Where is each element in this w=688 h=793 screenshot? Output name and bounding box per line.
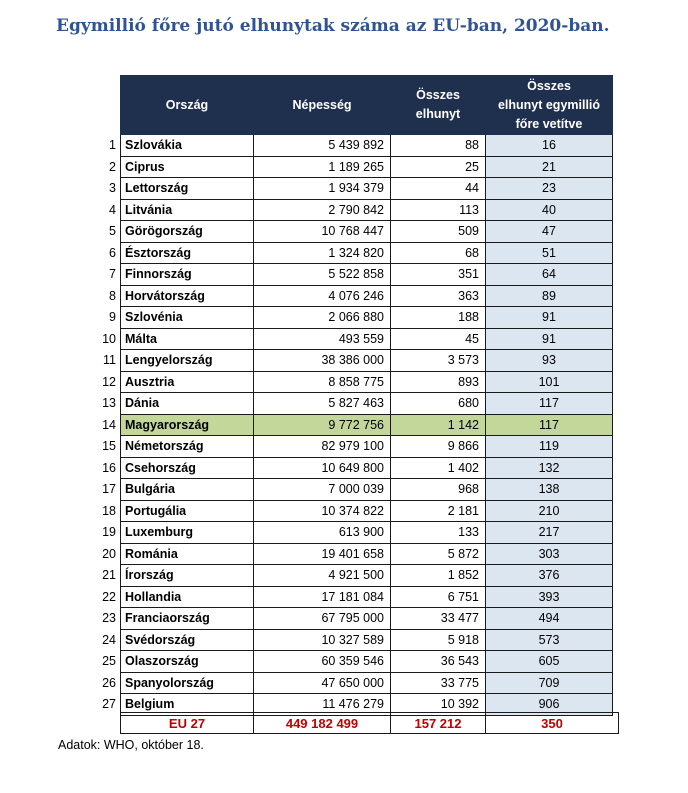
header-index (98, 76, 121, 135)
row-index: 6 (109, 245, 116, 260)
table-row (98, 414, 613, 436)
data-table (98, 75, 613, 716)
header-country: Ország (121, 76, 254, 135)
rate-cell: 40 (486, 199, 613, 221)
header-rate-line1: Összes (527, 78, 571, 93)
deaths-cell: 5 872 (391, 543, 486, 565)
population-cell: 10 649 800 (254, 457, 391, 479)
country-cell: Ausztria (121, 371, 254, 393)
deaths-cell: 45 (391, 328, 486, 350)
deaths-cell: 68 (391, 242, 486, 264)
deaths-cell: 363 (391, 285, 486, 307)
table-row (98, 651, 613, 673)
population-cell: 10 327 589 (254, 629, 391, 651)
rate-cell: 303 (486, 543, 613, 565)
row-index: 15 (102, 439, 116, 454)
country-cell: Írország (121, 565, 254, 587)
total-population: 449 182 499 (254, 713, 391, 734)
population-cell: 10 374 822 (254, 500, 391, 522)
rate-cell: 709 (486, 672, 613, 694)
country-cell: Románia (121, 543, 254, 565)
table-row (98, 608, 613, 630)
country-cell: Dánia (121, 393, 254, 415)
row-index: 20 (102, 546, 116, 561)
population-cell: 493 559 (254, 328, 391, 350)
rate-cell: 93 (486, 350, 613, 372)
deaths-cell: 9 866 (391, 436, 486, 458)
rate-cell: 494 (486, 608, 613, 630)
table-row (98, 436, 613, 458)
row-index: 8 (109, 288, 116, 303)
population-cell: 82 979 100 (254, 436, 391, 458)
rate-cell: 906 (486, 694, 613, 716)
population-cell: 613 900 (254, 522, 391, 544)
header-rate-line2: elhunyt egymillió (497, 97, 601, 112)
country-cell: Szlovénia (121, 307, 254, 329)
deaths-cell: 36 543 (391, 651, 486, 673)
table-row (98, 264, 613, 286)
row-index: 3 (109, 181, 116, 196)
deaths-cell: 113 (391, 199, 486, 221)
rate-cell: 210 (486, 500, 613, 522)
deaths-cell: 893 (391, 371, 486, 393)
table-row (98, 586, 613, 608)
table-row (98, 457, 613, 479)
country-cell: Belgium (121, 694, 254, 716)
country-cell: Franciaország (121, 608, 254, 630)
table-row (98, 393, 613, 415)
table-row (98, 328, 613, 350)
total-table (120, 712, 619, 734)
row-index: 22 (102, 589, 116, 604)
row-index: 12 (102, 374, 116, 389)
country-cell: Portugália (121, 500, 254, 522)
row-index: 2 (109, 159, 116, 174)
table-row (98, 672, 613, 694)
table-row (98, 350, 613, 372)
deaths-cell: 188 (391, 307, 486, 329)
country-cell: Málta (121, 328, 254, 350)
row-index: 10 (102, 331, 116, 346)
country-cell: Spanyolország (121, 672, 254, 694)
table-row (98, 543, 613, 565)
rate-cell: 23 (486, 178, 613, 200)
population-cell: 5 827 463 (254, 393, 391, 415)
row-index: 7 (109, 267, 116, 282)
table-row (98, 156, 613, 178)
table-row (98, 522, 613, 544)
table-row (98, 371, 613, 393)
population-cell: 1 189 265 (254, 156, 391, 178)
row-index: 16 (102, 460, 116, 475)
table-row (98, 285, 613, 307)
country-cell: Magyarország (121, 414, 254, 436)
deaths-cell: 1 852 (391, 565, 486, 587)
rate-cell: 16 (486, 135, 613, 157)
population-cell: 10 768 447 (254, 221, 391, 243)
table-row (98, 135, 613, 157)
header-deaths-line2: elhunyt (415, 107, 461, 121)
rate-cell: 376 (486, 565, 613, 587)
country-cell: Luxemburg (121, 522, 254, 544)
population-cell: 2 066 880 (254, 307, 391, 329)
country-cell: Görögország (121, 221, 254, 243)
row-index: 5 (109, 224, 116, 239)
row-index: 23 (102, 611, 116, 626)
rate-cell: 91 (486, 307, 613, 329)
rate-cell: 47 (486, 221, 613, 243)
rate-cell: 117 (486, 393, 613, 415)
table-row (98, 199, 613, 221)
deaths-cell: 968 (391, 479, 486, 501)
country-cell: Lettország (121, 178, 254, 200)
country-cell: Litvánia (121, 199, 254, 221)
country-cell: Ciprus (121, 156, 254, 178)
row-index: 27 (102, 697, 116, 712)
country-cell: Csehország (121, 457, 254, 479)
population-cell: 19 401 658 (254, 543, 391, 565)
deaths-cell: 33 775 (391, 672, 486, 694)
population-cell: 7 000 039 (254, 479, 391, 501)
row-index: 13 (102, 396, 116, 411)
deaths-cell: 680 (391, 393, 486, 415)
population-cell: 5 522 858 (254, 264, 391, 286)
deaths-cell: 509 (391, 221, 486, 243)
country-cell: Észtország (121, 242, 254, 264)
deaths-cell: 88 (391, 135, 486, 157)
country-cell: Németország (121, 436, 254, 458)
deaths-cell: 1 142 (391, 414, 486, 436)
country-cell: Hollandia (121, 586, 254, 608)
country-cell: Lengyelország (121, 350, 254, 372)
deaths-cell: 351 (391, 264, 486, 286)
deaths-cell: 25 (391, 156, 486, 178)
row-index: 18 (102, 503, 116, 518)
population-cell: 67 795 000 (254, 608, 391, 630)
deaths-cell: 10 392 (391, 694, 486, 716)
deaths-cell: 44 (391, 178, 486, 200)
population-cell: 11 476 279 (254, 694, 391, 716)
row-index: 19 (102, 525, 116, 540)
deaths-cell: 5 918 (391, 629, 486, 651)
total-row (121, 713, 619, 734)
table-body (98, 135, 613, 716)
row-index: 9 (109, 310, 116, 325)
population-cell: 1 324 820 (254, 242, 391, 264)
rate-cell: 91 (486, 328, 613, 350)
row-index: 14 (102, 417, 116, 432)
total-deaths: 157 212 (391, 713, 486, 734)
header-population: Népesség (254, 76, 391, 135)
rate-cell: 117 (486, 414, 613, 436)
row-index: 21 (102, 568, 116, 583)
country-cell: Szlovákia (121, 135, 254, 157)
country-cell: Svédország (121, 629, 254, 651)
row-index: 1 (109, 138, 116, 153)
country-cell: Finnország (121, 264, 254, 286)
population-cell: 5 439 892 (254, 135, 391, 157)
population-cell: 60 359 546 (254, 651, 391, 673)
population-cell: 47 650 000 (254, 672, 391, 694)
rate-cell: 101 (486, 371, 613, 393)
table-row (98, 242, 613, 264)
rate-cell: 217 (486, 522, 613, 544)
deaths-cell: 133 (391, 522, 486, 544)
rate-cell: 64 (486, 264, 613, 286)
row-index: 25 (102, 654, 116, 669)
rate-cell: 89 (486, 285, 613, 307)
deaths-cell: 3 573 (391, 350, 486, 372)
table-row (98, 479, 613, 501)
table-row (98, 178, 613, 200)
table-row (98, 500, 613, 522)
table-row (98, 629, 613, 651)
deaths-cell: 2 181 (391, 500, 486, 522)
table-row (98, 307, 613, 329)
page-title: Egymillió főre jutó elhunytak száma az EU-ban, 2020-ban. (56, 16, 610, 36)
row-index: 11 (103, 353, 116, 368)
deaths-cell: 6 751 (391, 586, 486, 608)
rate-cell: 138 (486, 479, 613, 501)
country-cell: Olaszország (121, 651, 254, 673)
rate-cell: 573 (486, 629, 613, 651)
header-deaths (391, 76, 486, 135)
header-rate-line3: főre vetítve (515, 116, 583, 131)
rate-cell: 132 (486, 457, 613, 479)
population-cell: 38 386 000 (254, 350, 391, 372)
country-cell: Horvátország (121, 285, 254, 307)
country-cell: Bulgária (121, 479, 254, 501)
rate-cell: 605 (486, 651, 613, 673)
population-cell: 1 934 379 (254, 178, 391, 200)
row-index: 26 (102, 675, 116, 690)
deaths-cell: 1 402 (391, 457, 486, 479)
population-cell: 17 181 084 (254, 586, 391, 608)
rate-cell: 21 (486, 156, 613, 178)
table-row (98, 221, 613, 243)
deaths-cell: 33 477 (391, 608, 486, 630)
rate-cell: 51 (486, 242, 613, 264)
population-cell: 8 858 775 (254, 371, 391, 393)
total-rate: 350 (486, 713, 619, 734)
row-index: 24 (102, 632, 116, 647)
rate-cell: 119 (486, 436, 613, 458)
population-cell: 2 790 842 (254, 199, 391, 221)
header-deaths-line1: Összes (416, 88, 460, 102)
total-label: EU 27 (121, 713, 254, 734)
row-index: 4 (109, 202, 116, 217)
source-note: Adatok: WHO, október 18. (58, 738, 204, 752)
header-row (98, 76, 613, 135)
header-rate (486, 76, 613, 135)
population-cell: 4 921 500 (254, 565, 391, 587)
table-row (98, 565, 613, 587)
row-index: 17 (102, 482, 116, 497)
population-cell: 9 772 756 (254, 414, 391, 436)
rate-cell: 393 (486, 586, 613, 608)
population-cell: 4 076 246 (254, 285, 391, 307)
